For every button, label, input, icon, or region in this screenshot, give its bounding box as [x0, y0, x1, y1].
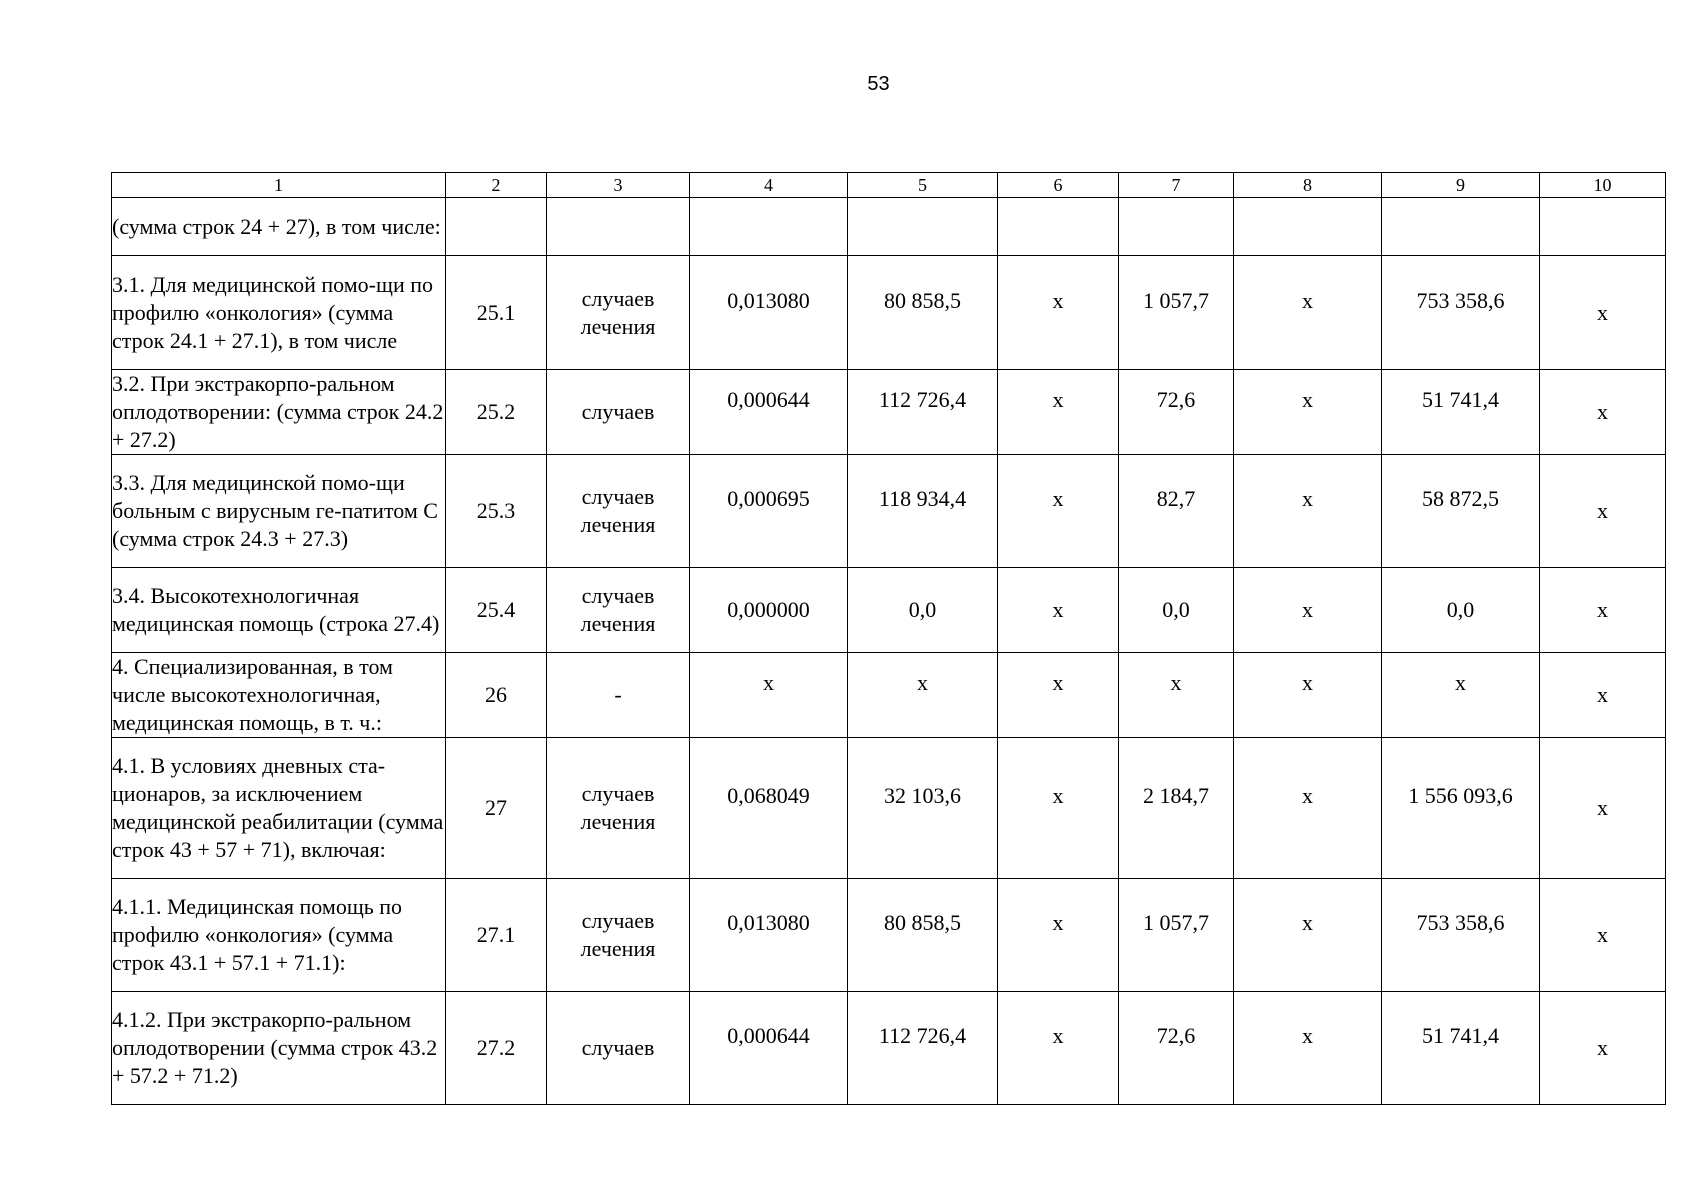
row-code-cell: 25.1 [446, 256, 547, 370]
row-code-cell: 25.4 [446, 568, 547, 653]
value-cell: 0,0 [848, 568, 998, 653]
value-cell: 0,013080 [690, 256, 848, 370]
value-cell: х [998, 653, 1119, 738]
row-name-cell: 4. Специализированная, в том числе высокотехнологичная, медицинская помощь, в т. ч.: [112, 653, 446, 738]
value-cell: х [1540, 370, 1666, 455]
page-number: 53 [867, 73, 890, 95]
value-cell: 0,068049 [690, 738, 848, 879]
value-cell: х [1540, 455, 1666, 568]
value-cell: х [1234, 455, 1382, 568]
value-cell: х [1540, 653, 1666, 738]
value-cell: х [1119, 653, 1234, 738]
row-name-cell: 4.1.2. При экстракорпо-ральном оплодотворении (сумма строк 43.2 + 57.2 + 71.2) [112, 992, 446, 1105]
row-name-cell: 4.1.1. Медицинская помощь по профилю «онкология» (сумма строк 43.1 + 57.1 + 71.1): [112, 879, 446, 992]
column-header: 1 [112, 173, 446, 198]
column-header: 6 [998, 173, 1119, 198]
value-cell [690, 198, 848, 256]
value-cell: х [1540, 879, 1666, 992]
table-row [112, 370, 1666, 455]
value-cell: 112 726,4 [848, 370, 998, 455]
value-cell: 80 858,5 [848, 879, 998, 992]
value-cell: х [1234, 653, 1382, 738]
value-cell [998, 198, 1119, 256]
column-header: 3 [547, 173, 690, 198]
value-cell: х [998, 568, 1119, 653]
unit-cell: случаев лечения [547, 455, 690, 568]
value-cell: х [1540, 992, 1666, 1105]
value-cell: х [1234, 370, 1382, 455]
value-cell: х [998, 455, 1119, 568]
row-code-cell: 27 [446, 738, 547, 879]
value-cell: 0,013080 [690, 879, 848, 992]
value-cell [1540, 198, 1666, 256]
header-row [112, 173, 1666, 198]
value-cell: 0,000644 [690, 370, 848, 455]
table-row [112, 198, 1666, 256]
value-cell [1119, 198, 1234, 256]
value-cell: х [1382, 653, 1540, 738]
table-row [112, 455, 1666, 568]
value-cell: 1 057,7 [1119, 256, 1234, 370]
table-row [112, 992, 1666, 1105]
row-name-cell: (сумма строк 24 + 27), в том числе: [112, 198, 446, 256]
value-cell: х [998, 992, 1119, 1105]
row-code-cell: 26 [446, 653, 547, 738]
value-cell: 51 741,4 [1382, 370, 1540, 455]
table-row [112, 256, 1666, 370]
unit-cell: случаев [547, 370, 690, 455]
unit-cell: - [547, 653, 690, 738]
table-row [112, 653, 1666, 738]
value-cell: х [998, 370, 1119, 455]
value-cell: 72,6 [1119, 370, 1234, 455]
value-cell: 753 358,6 [1382, 879, 1540, 992]
value-cell: 1 556 093,6 [1382, 738, 1540, 879]
value-cell: х [998, 738, 1119, 879]
value-cell: 0,0 [1119, 568, 1234, 653]
value-cell: х [1234, 879, 1382, 992]
row-name-cell: 3.1. Для медицинской помо-щи по профилю «онкология» (сумма строк 24.1 + 27.1), в том числе [112, 256, 446, 370]
value-cell: 80 858,5 [848, 256, 998, 370]
table-row [112, 568, 1666, 653]
column-header: 7 [1119, 173, 1234, 198]
unit-cell: случаев [547, 992, 690, 1105]
value-cell: 0,000644 [690, 992, 848, 1105]
row-name-cell: 3.3. Для медицинской помо-щи больным с вирусным ге-патитом С (сумма строк 24.3 + 27.3) [112, 455, 446, 568]
value-cell: 2 184,7 [1119, 738, 1234, 879]
row-code-cell [446, 198, 547, 256]
row-code-cell: 27.1 [446, 879, 547, 992]
value-cell: 58 872,5 [1382, 455, 1540, 568]
value-cell: 82,7 [1119, 455, 1234, 568]
row-name-cell: 3.2. При экстракорпо-ральном оплодотворении: (сумма строк 24.2 + 27.2) [112, 370, 446, 455]
column-header: 4 [690, 173, 848, 198]
value-cell: 112 726,4 [848, 992, 998, 1105]
value-cell [1382, 198, 1540, 256]
row-code-cell: 27.2 [446, 992, 547, 1105]
column-header: 8 [1234, 173, 1382, 198]
unit-cell: случаев лечения [547, 568, 690, 653]
column-header: 2 [446, 173, 547, 198]
column-header: 9 [1382, 173, 1540, 198]
table-row [112, 879, 1666, 992]
table-row [112, 738, 1666, 879]
value-cell: х [690, 653, 848, 738]
value-cell: 0,000695 [690, 455, 848, 568]
unit-cell [547, 198, 690, 256]
row-code-cell: 25.2 [446, 370, 547, 455]
unit-cell: случаев лечения [547, 256, 690, 370]
value-cell: 118 934,4 [848, 455, 998, 568]
value-cell: х [1540, 568, 1666, 653]
value-cell: х [998, 879, 1119, 992]
value-cell: х [1234, 256, 1382, 370]
value-cell: 1 057,7 [1119, 879, 1234, 992]
value-cell: х [1234, 738, 1382, 879]
value-cell: х [1540, 738, 1666, 879]
value-cell: 753 358,6 [1382, 256, 1540, 370]
value-cell [848, 198, 998, 256]
value-cell: х [1540, 256, 1666, 370]
value-cell: х [1234, 992, 1382, 1105]
value-cell: х [998, 256, 1119, 370]
value-cell: х [848, 653, 998, 738]
value-cell: х [1234, 568, 1382, 653]
value-cell: 72,6 [1119, 992, 1234, 1105]
value-cell: 51 741,4 [1382, 992, 1540, 1105]
value-cell: 32 103,6 [848, 738, 998, 879]
data-table [111, 172, 1666, 1105]
value-cell: 0,0 [1382, 568, 1540, 653]
unit-cell: случаев лечения [547, 738, 690, 879]
value-cell: 0,000000 [690, 568, 848, 653]
row-name-cell: 4.1. В условиях дневных ста-ционаров, за исключением медицинской реабилитации (сумма строк 43 + 57 + 71), включая: [112, 738, 446, 879]
row-code-cell: 25.3 [446, 455, 547, 568]
column-header: 10 [1540, 173, 1666, 198]
row-name-cell: 3.4. Высокотехнологичная медицинская помощь (строка 27.4) [112, 568, 446, 653]
unit-cell: случаев лечения [547, 879, 690, 992]
column-header: 5 [848, 173, 998, 198]
value-cell [1234, 198, 1382, 256]
